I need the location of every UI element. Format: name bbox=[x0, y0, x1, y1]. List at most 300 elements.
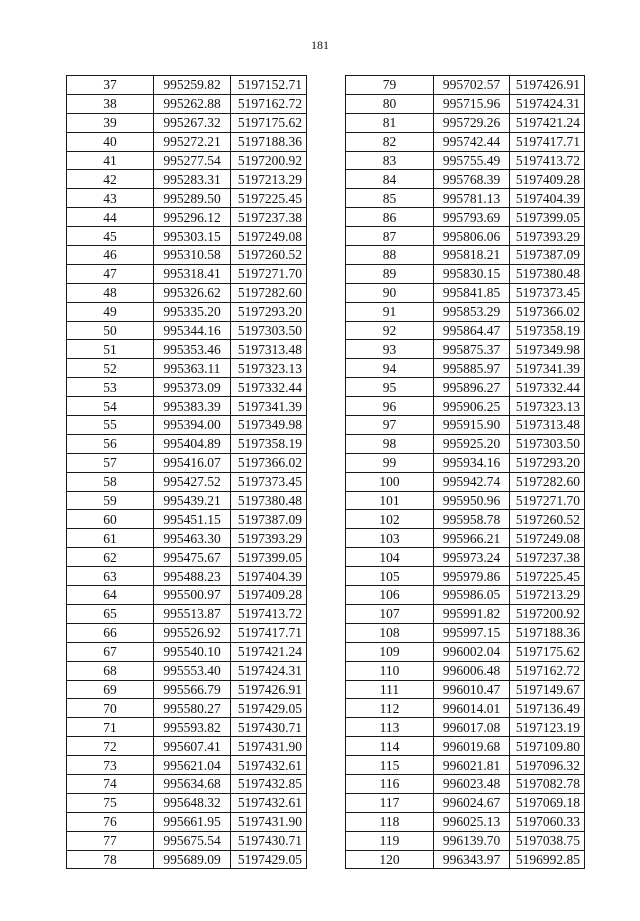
y-coordinate-cell: 5197225.45 bbox=[510, 567, 585, 586]
y-coordinate-cell: 5197136.49 bbox=[510, 699, 585, 718]
y-coordinate-cell: 5197432.61 bbox=[231, 793, 307, 812]
y-coordinate-cell: 5197430.71 bbox=[231, 718, 307, 737]
point-number-cell: 113 bbox=[346, 718, 434, 737]
point-number-cell: 49 bbox=[67, 302, 154, 321]
x-coordinate-cell: 995986.05 bbox=[434, 586, 510, 605]
point-number-cell: 86 bbox=[346, 208, 434, 227]
y-coordinate-cell: 5197380.48 bbox=[510, 264, 585, 283]
x-coordinate-cell: 995404.89 bbox=[154, 434, 231, 453]
point-number-cell: 108 bbox=[346, 623, 434, 642]
x-coordinate-cell: 995621.04 bbox=[154, 756, 231, 775]
x-coordinate-cell: 995755.49 bbox=[434, 151, 510, 170]
point-number-cell: 104 bbox=[346, 548, 434, 567]
table-row bbox=[346, 793, 585, 812]
point-number-cell: 44 bbox=[67, 208, 154, 227]
x-coordinate-cell: 995326.62 bbox=[154, 283, 231, 302]
table-row bbox=[346, 340, 585, 359]
table-row bbox=[346, 831, 585, 850]
x-coordinate-cell: 995344.16 bbox=[154, 321, 231, 340]
y-coordinate-cell: 5197393.29 bbox=[231, 529, 307, 548]
point-number-cell: 71 bbox=[67, 718, 154, 737]
x-coordinate-cell: 995580.27 bbox=[154, 699, 231, 718]
y-coordinate-cell: 5197293.20 bbox=[231, 302, 307, 321]
point-number-cell: 75 bbox=[67, 793, 154, 812]
table-row bbox=[67, 453, 307, 472]
point-number-cell: 102 bbox=[346, 510, 434, 529]
point-number-cell: 64 bbox=[67, 586, 154, 605]
x-coordinate-cell: 995875.37 bbox=[434, 340, 510, 359]
x-coordinate-cell: 995553.40 bbox=[154, 661, 231, 680]
table-row bbox=[67, 76, 307, 95]
point-number-cell: 109 bbox=[346, 642, 434, 661]
table-row bbox=[67, 756, 307, 775]
y-coordinate-cell: 5197413.72 bbox=[231, 604, 307, 623]
point-number-cell: 46 bbox=[67, 246, 154, 265]
y-coordinate-cell: 5197341.39 bbox=[231, 397, 307, 416]
table-row bbox=[67, 264, 307, 283]
x-coordinate-cell: 995593.82 bbox=[154, 718, 231, 737]
x-coordinate-cell: 996002.04 bbox=[434, 642, 510, 661]
x-coordinate-cell: 995540.10 bbox=[154, 642, 231, 661]
y-coordinate-cell: 5197282.60 bbox=[231, 283, 307, 302]
x-coordinate-cell: 996006.48 bbox=[434, 661, 510, 680]
table-row bbox=[346, 812, 585, 831]
x-coordinate-cell: 995259.82 bbox=[154, 76, 231, 95]
x-coordinate-cell: 996139.70 bbox=[434, 831, 510, 850]
y-coordinate-cell: 5197109.80 bbox=[510, 737, 585, 756]
point-number-cell: 60 bbox=[67, 510, 154, 529]
x-coordinate-cell: 995793.69 bbox=[434, 208, 510, 227]
point-number-cell: 88 bbox=[346, 246, 434, 265]
table-row bbox=[67, 718, 307, 737]
point-number-cell: 45 bbox=[67, 227, 154, 246]
x-coordinate-cell: 995363.11 bbox=[154, 359, 231, 378]
x-coordinate-cell: 995373.09 bbox=[154, 378, 231, 397]
point-number-cell: 115 bbox=[346, 756, 434, 775]
table-row bbox=[346, 680, 585, 699]
y-coordinate-cell: 5197430.71 bbox=[231, 831, 307, 850]
y-coordinate-cell: 5197409.28 bbox=[231, 586, 307, 605]
y-coordinate-cell: 5197426.91 bbox=[510, 76, 585, 95]
table-row bbox=[67, 793, 307, 812]
point-number-cell: 48 bbox=[67, 283, 154, 302]
y-coordinate-cell: 5197313.48 bbox=[510, 416, 585, 435]
y-coordinate-cell: 5197373.45 bbox=[231, 472, 307, 491]
y-coordinate-cell: 5197404.39 bbox=[510, 189, 585, 208]
table-row bbox=[346, 189, 585, 208]
point-number-cell: 87 bbox=[346, 227, 434, 246]
point-number-cell: 103 bbox=[346, 529, 434, 548]
y-coordinate-cell: 5197213.29 bbox=[510, 586, 585, 605]
y-coordinate-cell: 5197225.45 bbox=[231, 189, 307, 208]
table-row bbox=[67, 623, 307, 642]
point-number-cell: 107 bbox=[346, 604, 434, 623]
x-coordinate-cell: 995513.87 bbox=[154, 604, 231, 623]
x-coordinate-cell: 996010.47 bbox=[434, 680, 510, 699]
table-row bbox=[346, 264, 585, 283]
x-coordinate-cell: 995781.13 bbox=[434, 189, 510, 208]
point-number-cell: 91 bbox=[346, 302, 434, 321]
table-row bbox=[346, 604, 585, 623]
y-coordinate-cell: 5197323.13 bbox=[510, 397, 585, 416]
point-number-cell: 58 bbox=[67, 472, 154, 491]
x-coordinate-cell: 995289.50 bbox=[154, 189, 231, 208]
table-row bbox=[346, 661, 585, 680]
point-number-cell: 42 bbox=[67, 170, 154, 189]
y-coordinate-cell: 5197417.71 bbox=[231, 623, 307, 642]
x-coordinate-cell: 995818.21 bbox=[434, 246, 510, 265]
x-coordinate-cell: 995806.06 bbox=[434, 227, 510, 246]
y-coordinate-cell: 5197175.62 bbox=[231, 113, 307, 132]
table-row bbox=[67, 170, 307, 189]
point-number-cell: 57 bbox=[67, 453, 154, 472]
y-coordinate-cell: 5197175.62 bbox=[510, 642, 585, 661]
y-coordinate-cell: 5197432.61 bbox=[231, 756, 307, 775]
table-row bbox=[346, 718, 585, 737]
point-number-cell: 93 bbox=[346, 340, 434, 359]
table-row bbox=[346, 283, 585, 302]
x-coordinate-cell: 996017.08 bbox=[434, 718, 510, 737]
x-coordinate-cell: 996024.67 bbox=[434, 793, 510, 812]
y-coordinate-cell: 5197424.31 bbox=[231, 661, 307, 680]
point-number-cell: 69 bbox=[67, 680, 154, 699]
point-number-cell: 97 bbox=[346, 416, 434, 435]
table-row bbox=[346, 416, 585, 435]
x-coordinate-cell: 995742.44 bbox=[434, 132, 510, 151]
x-coordinate-cell: 996014.01 bbox=[434, 699, 510, 718]
point-number-cell: 61 bbox=[67, 529, 154, 548]
y-coordinate-cell: 5197303.50 bbox=[510, 434, 585, 453]
table-row bbox=[346, 472, 585, 491]
x-coordinate-cell: 995768.39 bbox=[434, 170, 510, 189]
y-coordinate-cell: 5197323.13 bbox=[231, 359, 307, 378]
y-coordinate-cell: 5197332.44 bbox=[231, 378, 307, 397]
table-row bbox=[346, 548, 585, 567]
point-number-cell: 40 bbox=[67, 132, 154, 151]
y-coordinate-cell: 5197213.29 bbox=[231, 170, 307, 189]
table-row bbox=[67, 831, 307, 850]
table-row bbox=[346, 397, 585, 416]
y-coordinate-cell: 5197260.52 bbox=[510, 510, 585, 529]
table-row bbox=[67, 472, 307, 491]
y-coordinate-cell: 5197399.05 bbox=[231, 548, 307, 567]
x-coordinate-cell: 995864.47 bbox=[434, 321, 510, 340]
x-coordinate-cell: 995607.41 bbox=[154, 737, 231, 756]
point-number-cell: 56 bbox=[67, 434, 154, 453]
point-number-cell: 82 bbox=[346, 132, 434, 151]
point-number-cell: 55 bbox=[67, 416, 154, 435]
point-number-cell: 100 bbox=[346, 472, 434, 491]
point-number-cell: 51 bbox=[67, 340, 154, 359]
y-coordinate-cell: 5197387.09 bbox=[231, 510, 307, 529]
x-coordinate-cell: 995853.29 bbox=[434, 302, 510, 321]
table-row bbox=[67, 113, 307, 132]
y-coordinate-cell: 5197421.24 bbox=[510, 113, 585, 132]
table-row bbox=[67, 774, 307, 793]
point-number-cell: 101 bbox=[346, 491, 434, 510]
table-row bbox=[67, 812, 307, 831]
table-row bbox=[67, 151, 307, 170]
x-coordinate-cell: 995463.30 bbox=[154, 529, 231, 548]
point-number-cell: 78 bbox=[67, 850, 154, 869]
y-coordinate-cell: 5197358.19 bbox=[510, 321, 585, 340]
x-coordinate-cell: 995973.24 bbox=[434, 548, 510, 567]
x-coordinate-cell: 995451.15 bbox=[154, 510, 231, 529]
point-number-cell: 110 bbox=[346, 661, 434, 680]
point-number-cell: 94 bbox=[346, 359, 434, 378]
point-number-cell: 96 bbox=[346, 397, 434, 416]
table-row bbox=[67, 850, 307, 869]
y-coordinate-cell: 5197237.38 bbox=[510, 548, 585, 567]
table-row bbox=[67, 378, 307, 397]
point-number-cell: 89 bbox=[346, 264, 434, 283]
table-row bbox=[67, 227, 307, 246]
table-row bbox=[67, 434, 307, 453]
page-number: 181 bbox=[311, 38, 329, 52]
point-number-cell: 77 bbox=[67, 831, 154, 850]
y-coordinate-cell: 5197424.31 bbox=[510, 94, 585, 113]
table-row bbox=[346, 737, 585, 756]
point-number-cell: 63 bbox=[67, 567, 154, 586]
table-row bbox=[346, 774, 585, 793]
x-coordinate-cell: 995335.20 bbox=[154, 302, 231, 321]
x-coordinate-cell: 995675.54 bbox=[154, 831, 231, 850]
y-coordinate-cell: 5197332.44 bbox=[510, 378, 585, 397]
y-coordinate-cell: 5197237.38 bbox=[231, 208, 307, 227]
x-coordinate-cell: 995475.67 bbox=[154, 548, 231, 567]
x-coordinate-cell: 995979.86 bbox=[434, 567, 510, 586]
x-coordinate-cell: 996023.48 bbox=[434, 774, 510, 793]
point-number-cell: 50 bbox=[67, 321, 154, 340]
x-coordinate-cell: 995310.58 bbox=[154, 246, 231, 265]
table-row bbox=[346, 151, 585, 170]
table-row bbox=[346, 227, 585, 246]
table-row bbox=[346, 642, 585, 661]
point-number-cell: 39 bbox=[67, 113, 154, 132]
table-row bbox=[346, 321, 585, 340]
table-row bbox=[67, 642, 307, 661]
y-coordinate-cell: 5197282.60 bbox=[510, 472, 585, 491]
x-coordinate-cell: 995296.12 bbox=[154, 208, 231, 227]
table-row bbox=[346, 756, 585, 775]
y-coordinate-cell: 5197271.70 bbox=[231, 264, 307, 283]
x-coordinate-cell: 995283.31 bbox=[154, 170, 231, 189]
y-coordinate-cell: 5197358.19 bbox=[231, 434, 307, 453]
table-row bbox=[346, 246, 585, 265]
table-row bbox=[67, 246, 307, 265]
y-coordinate-cell: 5197069.18 bbox=[510, 793, 585, 812]
table-row bbox=[346, 434, 585, 453]
x-coordinate-cell: 995958.78 bbox=[434, 510, 510, 529]
x-coordinate-cell: 996021.81 bbox=[434, 756, 510, 775]
table-row bbox=[346, 208, 585, 227]
table-row bbox=[67, 321, 307, 340]
x-coordinate-cell: 995991.82 bbox=[434, 604, 510, 623]
point-number-cell: 67 bbox=[67, 642, 154, 661]
y-coordinate-cell: 5196992.85 bbox=[510, 850, 585, 869]
y-coordinate-cell: 5197373.45 bbox=[510, 283, 585, 302]
x-coordinate-cell: 995915.90 bbox=[434, 416, 510, 435]
point-number-cell: 105 bbox=[346, 567, 434, 586]
y-coordinate-cell: 5197096.32 bbox=[510, 756, 585, 775]
y-coordinate-cell: 5197123.19 bbox=[510, 718, 585, 737]
x-coordinate-cell: 995427.52 bbox=[154, 472, 231, 491]
point-number-cell: 118 bbox=[346, 812, 434, 831]
y-coordinate-cell: 5197152.71 bbox=[231, 76, 307, 95]
x-coordinate-cell: 995566.79 bbox=[154, 680, 231, 699]
y-coordinate-cell: 5197413.72 bbox=[510, 151, 585, 170]
table-row bbox=[67, 359, 307, 378]
point-number-cell: 65 bbox=[67, 604, 154, 623]
y-coordinate-cell: 5197060.33 bbox=[510, 812, 585, 831]
table-row bbox=[67, 208, 307, 227]
x-coordinate-cell: 996019.68 bbox=[434, 737, 510, 756]
table-row bbox=[346, 453, 585, 472]
table-row bbox=[346, 850, 585, 869]
table-row bbox=[67, 416, 307, 435]
x-coordinate-cell: 995634.68 bbox=[154, 774, 231, 793]
y-coordinate-cell: 5197038.75 bbox=[510, 831, 585, 850]
y-coordinate-cell: 5197293.20 bbox=[510, 453, 585, 472]
y-coordinate-cell: 5197387.09 bbox=[510, 246, 585, 265]
y-coordinate-cell: 5197260.52 bbox=[231, 246, 307, 265]
y-coordinate-cell: 5197341.39 bbox=[510, 359, 585, 378]
y-coordinate-cell: 5197431.90 bbox=[231, 737, 307, 756]
table-row bbox=[346, 529, 585, 548]
x-coordinate-cell: 995500.97 bbox=[154, 586, 231, 605]
point-number-cell: 98 bbox=[346, 434, 434, 453]
x-coordinate-cell: 995394.00 bbox=[154, 416, 231, 435]
y-coordinate-cell: 5197149.67 bbox=[510, 680, 585, 699]
point-number-cell: 53 bbox=[67, 378, 154, 397]
coordinates-table-right bbox=[345, 75, 585, 869]
y-coordinate-cell: 5197399.05 bbox=[510, 208, 585, 227]
y-coordinate-cell: 5197429.05 bbox=[231, 850, 307, 869]
x-coordinate-cell: 995925.20 bbox=[434, 434, 510, 453]
point-number-cell: 85 bbox=[346, 189, 434, 208]
point-number-cell: 111 bbox=[346, 680, 434, 699]
table-row bbox=[67, 340, 307, 359]
table-row bbox=[346, 378, 585, 397]
y-coordinate-cell: 5197162.72 bbox=[510, 661, 585, 680]
y-coordinate-cell: 5197303.50 bbox=[231, 321, 307, 340]
point-number-cell: 116 bbox=[346, 774, 434, 793]
x-coordinate-cell: 995267.32 bbox=[154, 113, 231, 132]
point-number-cell: 84 bbox=[346, 170, 434, 189]
table-row bbox=[67, 661, 307, 680]
x-coordinate-cell: 995318.41 bbox=[154, 264, 231, 283]
x-coordinate-cell: 995661.95 bbox=[154, 812, 231, 831]
point-number-cell: 92 bbox=[346, 321, 434, 340]
point-number-cell: 70 bbox=[67, 699, 154, 718]
y-coordinate-cell: 5197188.36 bbox=[510, 623, 585, 642]
table-row bbox=[346, 132, 585, 151]
coordinates-table-left bbox=[66, 75, 307, 869]
x-coordinate-cell: 995439.21 bbox=[154, 491, 231, 510]
x-coordinate-cell: 995272.21 bbox=[154, 132, 231, 151]
table-row bbox=[67, 189, 307, 208]
y-coordinate-cell: 5197426.91 bbox=[231, 680, 307, 699]
point-number-cell: 66 bbox=[67, 623, 154, 642]
table-row bbox=[67, 283, 307, 302]
y-coordinate-cell: 5197431.90 bbox=[231, 812, 307, 831]
y-coordinate-cell: 5197271.70 bbox=[510, 491, 585, 510]
table-row bbox=[346, 302, 585, 321]
y-coordinate-cell: 5197432.85 bbox=[231, 774, 307, 793]
y-coordinate-cell: 5197380.48 bbox=[231, 491, 307, 510]
point-number-cell: 47 bbox=[67, 264, 154, 283]
y-coordinate-cell: 5197393.29 bbox=[510, 227, 585, 246]
y-coordinate-cell: 5197249.08 bbox=[231, 227, 307, 246]
point-number-cell: 95 bbox=[346, 378, 434, 397]
table-row bbox=[67, 510, 307, 529]
x-coordinate-cell: 995526.92 bbox=[154, 623, 231, 642]
table-row bbox=[346, 491, 585, 510]
table-row bbox=[346, 510, 585, 529]
x-coordinate-cell: 995648.32 bbox=[154, 793, 231, 812]
x-coordinate-cell: 995950.96 bbox=[434, 491, 510, 510]
table-row bbox=[346, 94, 585, 113]
y-coordinate-cell: 5197404.39 bbox=[231, 567, 307, 586]
point-number-cell: 52 bbox=[67, 359, 154, 378]
table-row bbox=[67, 680, 307, 699]
point-number-cell: 73 bbox=[67, 756, 154, 775]
y-coordinate-cell: 5197349.98 bbox=[510, 340, 585, 359]
point-number-cell: 112 bbox=[346, 699, 434, 718]
x-coordinate-cell: 995416.07 bbox=[154, 453, 231, 472]
x-coordinate-cell: 995830.15 bbox=[434, 264, 510, 283]
y-coordinate-cell: 5197249.08 bbox=[510, 529, 585, 548]
x-coordinate-cell: 995715.96 bbox=[434, 94, 510, 113]
point-number-cell: 83 bbox=[346, 151, 434, 170]
point-number-cell: 72 bbox=[67, 737, 154, 756]
x-coordinate-cell: 995997.15 bbox=[434, 623, 510, 642]
y-coordinate-cell: 5197409.28 bbox=[510, 170, 585, 189]
x-coordinate-cell: 995885.97 bbox=[434, 359, 510, 378]
table-row bbox=[67, 699, 307, 718]
point-number-cell: 37 bbox=[67, 76, 154, 95]
y-coordinate-cell: 5197417.71 bbox=[510, 132, 585, 151]
x-coordinate-cell: 996343.97 bbox=[434, 850, 510, 869]
table-row bbox=[67, 586, 307, 605]
x-coordinate-cell: 995488.23 bbox=[154, 567, 231, 586]
x-coordinate-cell: 995841.85 bbox=[434, 283, 510, 302]
x-coordinate-cell: 995689.09 bbox=[154, 850, 231, 869]
point-number-cell: 76 bbox=[67, 812, 154, 831]
table-row bbox=[67, 302, 307, 321]
table-row bbox=[67, 491, 307, 510]
point-number-cell: 81 bbox=[346, 113, 434, 132]
point-number-cell: 90 bbox=[346, 283, 434, 302]
table-row bbox=[67, 529, 307, 548]
y-coordinate-cell: 5197313.48 bbox=[231, 340, 307, 359]
point-number-cell: 59 bbox=[67, 491, 154, 510]
table-row bbox=[346, 113, 585, 132]
point-number-cell: 68 bbox=[67, 661, 154, 680]
y-coordinate-cell: 5197200.92 bbox=[231, 151, 307, 170]
y-coordinate-cell: 5197366.02 bbox=[510, 302, 585, 321]
table-row bbox=[346, 586, 585, 605]
table-row bbox=[67, 604, 307, 623]
x-coordinate-cell: 995729.26 bbox=[434, 113, 510, 132]
x-coordinate-cell: 996025.13 bbox=[434, 812, 510, 831]
table-row bbox=[67, 397, 307, 416]
y-coordinate-cell: 5197366.02 bbox=[231, 453, 307, 472]
x-coordinate-cell: 995353.46 bbox=[154, 340, 231, 359]
table-row bbox=[67, 94, 307, 113]
y-coordinate-cell: 5197162.72 bbox=[231, 94, 307, 113]
table-row bbox=[67, 548, 307, 567]
